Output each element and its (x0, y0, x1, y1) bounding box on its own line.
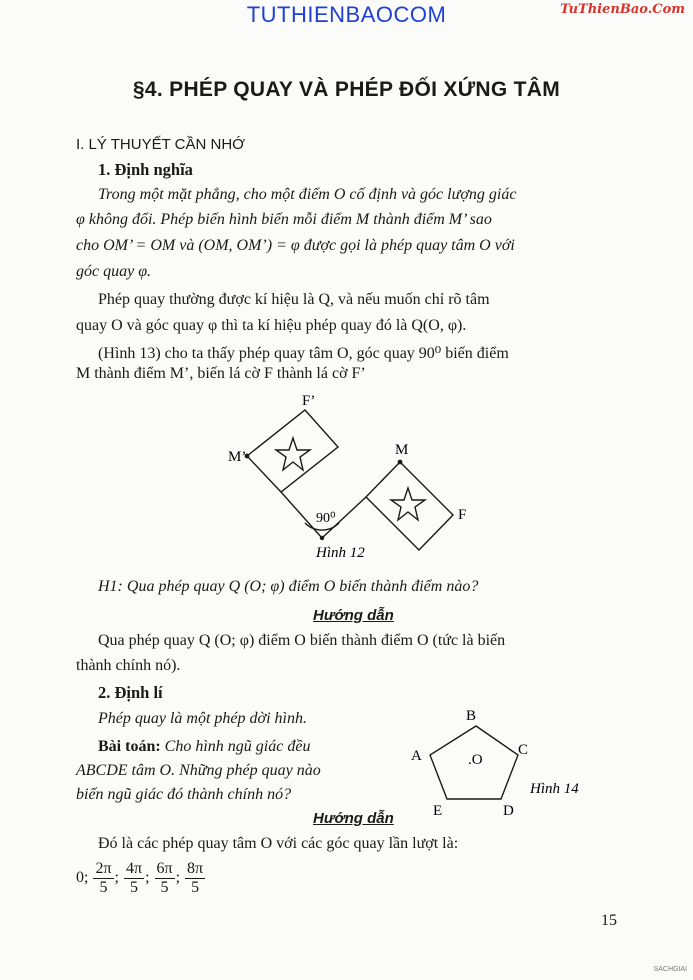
angle-label: 90⁰ (316, 511, 336, 526)
paragraph-1-line-1: Phép quay thường được kí hiệu là Q, và nếu muốn chỉ rõ tâm (98, 291, 490, 308)
paragraph-1-line-2: quay O và góc quay φ thì ta kí hiệu phép quay đó là Q(O, φ). (76, 317, 467, 334)
label-c: C (518, 742, 529, 758)
definition-line-3: cho OM’ = OM và (OM, OM’) = φ được gọi là phép quay tâm O với (76, 237, 515, 254)
problem-label: Bài toán: (98, 738, 161, 755)
flag-f-prime (247, 410, 338, 492)
label-m-prime: M’ (228, 449, 247, 465)
label-b: B (466, 708, 477, 724)
angle-zero: 0; (76, 869, 89, 887)
label-o: .O (468, 752, 483, 768)
star-f (391, 488, 425, 520)
paragraph-2-line-1: (Hình 13) cho ta thấy phép quay tâm O, góc quay 90⁰ biến điểm (98, 345, 509, 362)
label-f: F (458, 507, 467, 523)
guide-heading-2: Hướng dẫn (313, 810, 394, 827)
guide-heading-1: Hướng dẫn (313, 607, 394, 624)
problem-line-1 (98, 738, 310, 756)
theorem-text: Phép quay là một phép dời hình. (98, 710, 307, 727)
label-f-prime: F’ (302, 393, 316, 409)
paragraph-2-line-2: M thành điểm M’, biến lá cờ F thành lá cờ F’ (76, 365, 366, 382)
page-title: §4. PHÉP QUAY VÀ PHÉP ĐỐI XỨNG TÂM (132, 78, 561, 101)
definition-line-2: φ không đổi. Phép biến hình biến mỗi điểm M thành điểm M’ sao (76, 211, 492, 228)
footer-mark: SACHGIAI (653, 966, 687, 973)
answer-2: Đó là các phép quay tâm O với các góc quay lần lượt là: (98, 835, 459, 852)
definition-line-4: góc quay φ. (76, 263, 152, 280)
problem-line-2: ABCDE tâm O. Những phép quay nào (76, 762, 321, 779)
figure-12-caption: Hình 12 (316, 545, 365, 561)
site-logo: TuThienBao.Com (560, 2, 685, 17)
fraction-4pi-5: $\frac{4\pi}{5}$ (125, 860, 143, 896)
label-a: A (411, 748, 422, 764)
problem-line-3: biến ngũ giác đó thành chính nó? (76, 786, 292, 803)
definition-heading: 1. Định nghĩa (98, 160, 193, 179)
label-e: E (433, 803, 443, 819)
fraction-6pi-5: $\frac{6\pi}{5}$ (156, 860, 173, 896)
fraction-2pi-5: $\frac{2\pi}{5}$ (95, 860, 112, 896)
label-d: D (503, 803, 514, 819)
theorem-heading: 2. Định lí (98, 683, 163, 702)
flag-f (366, 462, 453, 550)
label-m: M (395, 442, 409, 458)
section-heading: I. LÝ THUYẾT CẦN NHỚ (76, 136, 246, 153)
point-m (398, 460, 403, 465)
point-o (320, 536, 324, 540)
question-h1: H1: Qua phép quay Q (O; φ) điểm O biến thành điểm nào? (98, 578, 479, 595)
page-number: 15 (601, 912, 617, 929)
fraction-8pi-5: $\frac{8\pi}{5}$ (187, 860, 204, 896)
site-header: TUTHIENBAOCOM (246, 2, 447, 27)
definition-line-1: Trong một mặt phẳng, cho một điểm O cố định và góc lượng giác (98, 186, 517, 203)
star-f-prime (276, 438, 310, 470)
answer-1-line-2: thành chính nó). (76, 657, 181, 674)
problem-text-1: Cho hình ngũ giác đều (164, 738, 311, 755)
figure-14-caption: Hình 14 (530, 781, 579, 797)
angle-list: 0; $\frac{2\pi}{5}$ ; $\frac{4\pi}{5}$ ; $\frac{6\pi}{5}$ ; $\frac{8\pi}{5}$ (76, 860, 204, 896)
answer-1-line-1: Qua phép quay Q (O; φ) điểm O biến thành điểm O (tức là biến (98, 632, 506, 649)
